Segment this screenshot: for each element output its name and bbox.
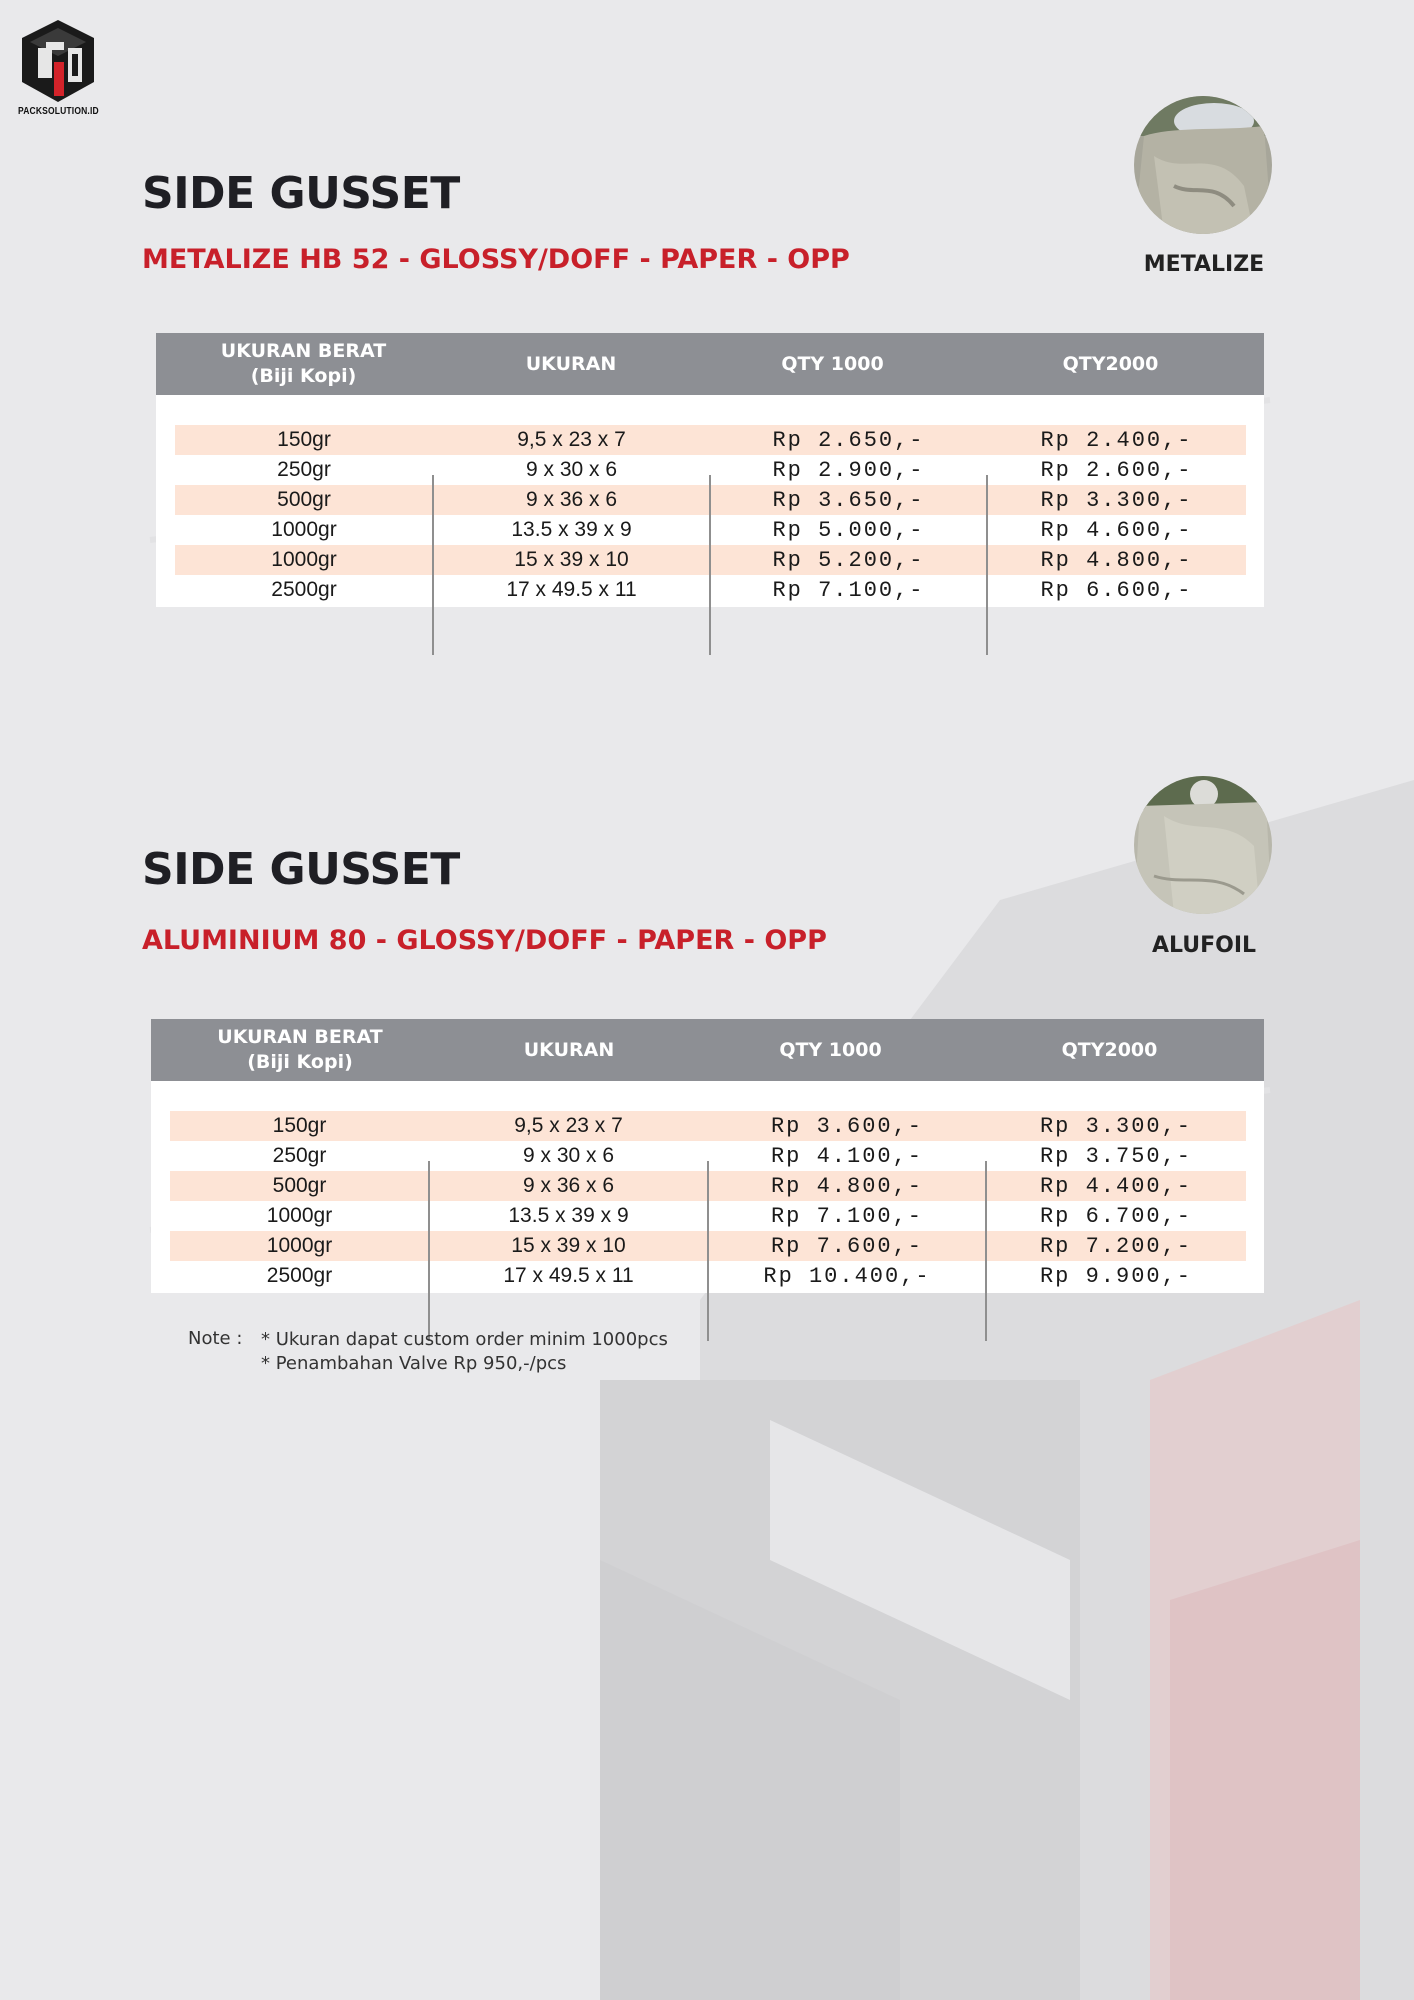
cell-qty2000: Rp 3.300,- [1040, 487, 1193, 513]
cell-qty1000: Rp 10.400,- [763, 1263, 931, 1289]
column-divider [986, 475, 988, 655]
cell-qty2000: Rp 3.300,- [1039, 1113, 1193, 1139]
cell-weight: 2500gr [271, 578, 337, 601]
column-divider [428, 1161, 430, 1341]
cell-size: 9,5 x 23 x 7 [514, 1114, 623, 1137]
cell-qty1000: Rp 5.200,- [772, 547, 925, 573]
column-divider [985, 1161, 987, 1341]
brand-logo [18, 18, 104, 117]
note-lines [261, 1328, 668, 1376]
metalize-label: METALIZE [1143, 252, 1265, 277]
column-divider [432, 475, 434, 655]
cell-qty1000: Rp 4.100,- [770, 1143, 924, 1169]
cell-qty1000: Rp 3.600,- [770, 1113, 924, 1139]
cell-weight: 1000gr [271, 548, 337, 571]
cell-qty2000: Rp 2.600,- [1040, 457, 1193, 483]
cell-weight: 250gr [277, 458, 331, 481]
header-weight-line2: (Biji Kopi) [250, 365, 357, 387]
cell-qty1000: Rp 7.600,- [770, 1233, 924, 1259]
brand-name: PACKSOLUTION.ID [18, 106, 99, 117]
cell-weight: 1000gr [266, 1204, 333, 1227]
header-size: UKURAN [525, 352, 617, 375]
note-line: * Ukuran dapat custom order minim 1000pcs [261, 1329, 668, 1350]
alufoil-pouch-image [1134, 776, 1272, 914]
cell-size: 17 x 49.5 x 11 [503, 1264, 634, 1287]
price-table-metalize [156, 333, 1264, 607]
note-label: Note : [188, 1328, 243, 1349]
cell-qty2000: Rp 4.600,- [1040, 517, 1193, 543]
cell-qty1000: Rp 4.800,- [770, 1173, 924, 1199]
section-title: SIDE GUSSET [142, 844, 460, 895]
header-weight-line2: (Biji Kopi) [247, 1051, 353, 1073]
footnote [188, 1328, 668, 1376]
header-weight-line1: UKURAN BERAT [217, 1026, 383, 1048]
cell-weight: 500gr [272, 1174, 327, 1197]
cell-qty1000: Rp 5.000,- [772, 517, 925, 543]
cell-size: 13.5 x 39 x 9 [511, 518, 632, 541]
cell-weight: 150gr [277, 428, 331, 451]
header-qty2000: QTY2000 [1062, 352, 1159, 375]
table-body [156, 395, 1264, 607]
metalize-pouch-image [1134, 96, 1272, 234]
cell-qty2000: Rp 4.800,- [1040, 547, 1193, 573]
cell-qty1000: Rp 2.650,- [772, 427, 925, 453]
header-qty2000: QTY2000 [1061, 1038, 1158, 1061]
table-row [175, 425, 1246, 455]
cell-qty2000: Rp 9.900,- [1039, 1263, 1193, 1289]
column-divider [707, 1161, 709, 1341]
cell-size: 9 x 36 x 6 [525, 488, 618, 511]
header-qty1000: QTY 1000 [779, 1038, 882, 1061]
header-weight-line1: UKURAN BERAT [220, 340, 387, 362]
cell-weight: 150gr [272, 1114, 327, 1137]
cell-size: 9,5 x 23 x 7 [517, 428, 626, 451]
cell-qty1000: Rp 3.650,- [772, 487, 925, 513]
cell-weight: 250gr [272, 1144, 327, 1167]
cell-size: 15 x 39 x 10 [511, 1234, 626, 1257]
section-title: SIDE GUSSET [142, 168, 460, 219]
cell-size: 13.5 x 39 x 9 [508, 1204, 629, 1227]
header-weight [156, 339, 451, 389]
cell-qty2000: Rp 2.400,- [1040, 427, 1193, 453]
cell-qty2000: Rp 4.400,- [1039, 1173, 1193, 1199]
column-divider [709, 475, 711, 655]
cell-weight: 1000gr [266, 1234, 333, 1257]
cell-size: 9 x 30 x 6 [522, 1144, 615, 1167]
table-body [151, 1081, 1264, 1293]
table-row [170, 1111, 1246, 1141]
cell-qty2000: Rp 6.600,- [1040, 577, 1193, 603]
cell-size: 15 x 39 x 10 [514, 548, 629, 571]
cell-size: 9 x 30 x 6 [525, 458, 618, 481]
header-qty1000: QTY 1000 [781, 352, 884, 375]
header-weight [151, 1025, 449, 1075]
cell-weight: 500gr [277, 488, 331, 511]
cell-qty2000: Rp 3.750,- [1039, 1143, 1193, 1169]
table-header [151, 1019, 1264, 1081]
cell-qty2000: Rp 6.700,- [1039, 1203, 1193, 1229]
cell-weight: 1000gr [271, 518, 337, 541]
brand-logo-icon [18, 18, 98, 104]
section-subtitle: METALIZE HB 52 - GLOSSY/DOFF - PAPER - OPP [142, 244, 850, 275]
section-subtitle: ALUMINIUM 80 - GLOSSY/DOFF - PAPER - OPP [142, 925, 827, 956]
cell-qty2000: Rp 7.200,- [1039, 1233, 1193, 1259]
cell-qty1000: Rp 7.100,- [772, 577, 925, 603]
alufoil-label: ALUFOIL [1151, 933, 1257, 958]
note-line: * Penambahan Valve Rp 950,-/pcs [261, 1353, 567, 1374]
cell-size: 9 x 36 x 6 [522, 1174, 615, 1197]
cell-size: 17 x 49.5 x 11 [506, 578, 637, 601]
cell-qty1000: Rp 7.100,- [770, 1203, 924, 1229]
header-size: UKURAN [523, 1038, 615, 1061]
price-table-alufoil [151, 1019, 1264, 1293]
cell-weight: 2500gr [266, 1264, 333, 1287]
table-header [156, 333, 1264, 395]
cell-qty1000: Rp 2.900,- [772, 457, 925, 483]
